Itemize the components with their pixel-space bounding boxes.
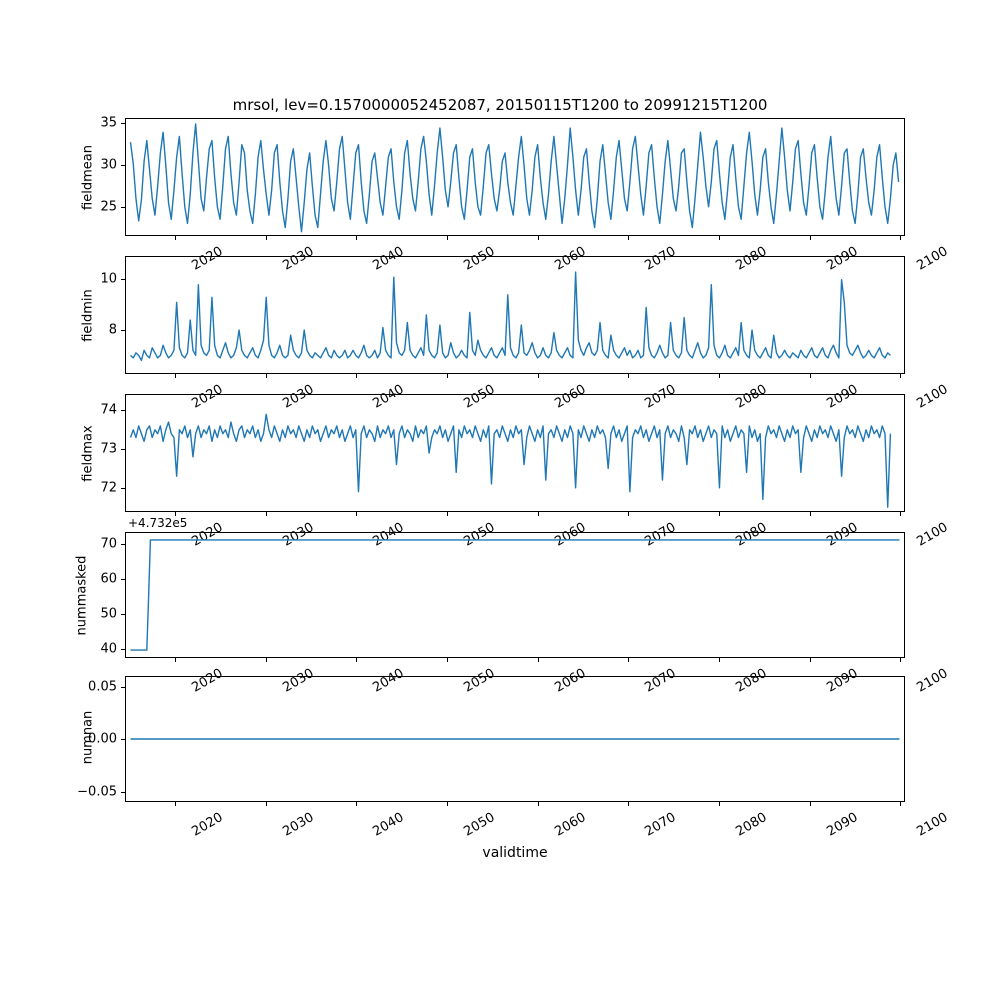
xtick-label: 2030 xyxy=(280,382,317,412)
ytick-label: 25 xyxy=(100,199,117,215)
xtick-mark xyxy=(356,658,357,662)
xtick-label: 2100 xyxy=(914,244,952,274)
xtick-label: 2020 xyxy=(189,666,226,696)
xtick-label: 2030 xyxy=(280,520,317,550)
panel-fieldmax xyxy=(125,394,905,512)
ytick-label: 60 xyxy=(100,571,117,587)
xtick-mark xyxy=(810,512,811,516)
xtick-mark xyxy=(900,236,901,240)
xlabel-validtime: validtime xyxy=(482,845,548,861)
ytick-mark xyxy=(121,687,125,688)
xtick-label: 2050 xyxy=(461,520,498,550)
ytick-label: 35 xyxy=(100,115,117,131)
xtick-mark xyxy=(538,658,539,662)
xtick-label: 2040 xyxy=(370,244,407,274)
xtick-label: 2080 xyxy=(733,382,770,412)
xtick-mark xyxy=(538,374,539,378)
xtick-label: 2080 xyxy=(733,810,770,840)
xtick-mark xyxy=(447,512,448,516)
ytick-mark xyxy=(121,123,125,124)
ytick-mark xyxy=(121,649,125,650)
xtick-mark xyxy=(900,802,901,806)
xtick-mark xyxy=(810,374,811,378)
xtick-mark xyxy=(719,512,720,516)
xtick-mark xyxy=(266,512,267,516)
xtick-label: 2030 xyxy=(280,666,317,696)
ylabel-fieldmin: fieldmin xyxy=(80,289,96,342)
ytick-label: 0.00 xyxy=(88,731,117,747)
xtick-mark xyxy=(266,802,267,806)
xtick-label: 2030 xyxy=(280,810,317,840)
xtick-mark xyxy=(175,236,176,240)
xtick-label: 2090 xyxy=(824,244,861,274)
xtick-mark xyxy=(628,802,629,806)
xtick-label: 2040 xyxy=(370,810,407,840)
xtick-label: 2100 xyxy=(914,666,952,696)
ytick-label: 70 xyxy=(100,536,117,552)
xtick-label: 2090 xyxy=(824,520,861,550)
ytick-mark xyxy=(121,330,125,331)
xtick-label: 2100 xyxy=(914,520,952,550)
ytick-mark xyxy=(121,579,125,580)
xtick-mark xyxy=(447,802,448,806)
xtick-label: 2050 xyxy=(461,244,498,274)
ylabel-nummasked: nummasked xyxy=(74,555,90,636)
xtick-label: 2090 xyxy=(824,810,861,840)
xtick-label: 2030 xyxy=(280,244,317,274)
xtick-label: 2020 xyxy=(189,520,226,550)
xtick-mark xyxy=(628,512,629,516)
xtick-mark xyxy=(810,236,811,240)
xtick-label: 2050 xyxy=(461,382,498,412)
nummasked-plot-line xyxy=(126,533,904,657)
xtick-label: 2020 xyxy=(189,810,226,840)
xtick-mark xyxy=(356,512,357,516)
ytick-label: 74 xyxy=(100,402,117,418)
ytick-mark xyxy=(121,544,125,545)
xtick-mark xyxy=(356,802,357,806)
xtick-label: 2040 xyxy=(370,382,407,412)
xtick-mark xyxy=(266,658,267,662)
numnan-plot-line xyxy=(126,677,904,801)
xtick-label: 2060 xyxy=(552,810,589,840)
xtick-label: 2100 xyxy=(914,810,952,840)
xtick-label: 2070 xyxy=(642,520,679,550)
xtick-mark xyxy=(900,374,901,378)
xtick-mark xyxy=(447,236,448,240)
ylabel-numnan: numnan xyxy=(80,710,96,765)
xtick-mark xyxy=(628,236,629,240)
xtick-label: 2080 xyxy=(733,244,770,274)
figure-title: mrsol, lev=0.1570000052452087, 20150115T1200 to 20991215T1200 xyxy=(232,96,768,114)
fieldmax-plot-line xyxy=(126,395,904,511)
panel-nummasked xyxy=(125,532,905,658)
xtick-mark xyxy=(719,236,720,240)
xtick-label: 2080 xyxy=(733,520,770,550)
fieldmean-plot-line xyxy=(126,119,904,235)
xtick-label: 2060 xyxy=(552,244,589,274)
xtick-mark xyxy=(719,658,720,662)
ytick-mark xyxy=(121,279,125,280)
ytick-label: 40 xyxy=(100,641,117,657)
ytick-mark xyxy=(121,792,125,793)
xtick-mark xyxy=(900,658,901,662)
xtick-label: 2040 xyxy=(370,666,407,696)
xtick-label: 2020 xyxy=(189,382,226,412)
xtick-mark xyxy=(719,374,720,378)
xtick-mark xyxy=(356,236,357,240)
ytick-mark xyxy=(121,410,125,411)
ylabel-fieldmean: fieldmean xyxy=(80,145,96,210)
ytick-label: 0.05 xyxy=(88,679,117,694)
ytick-label: 72 xyxy=(100,480,117,496)
nummasked-axis-offset: +4.732e5 xyxy=(128,516,188,530)
xtick-mark xyxy=(266,374,267,378)
ytick-label: 50 xyxy=(100,606,117,622)
xtick-label: 2070 xyxy=(642,244,679,274)
xtick-label: 2050 xyxy=(461,810,498,840)
xtick-mark xyxy=(538,236,539,240)
xtick-mark xyxy=(175,374,176,378)
xtick-label: 2020 xyxy=(189,244,226,274)
fieldmin-plot-line xyxy=(126,257,904,373)
xtick-mark xyxy=(810,658,811,662)
ytick-mark xyxy=(121,488,125,489)
xtick-label: 2080 xyxy=(733,666,770,696)
xtick-mark xyxy=(447,374,448,378)
ytick-mark xyxy=(121,207,125,208)
ytick-label: −0.05 xyxy=(77,784,117,799)
xtick-mark xyxy=(628,658,629,662)
xtick-label: 2060 xyxy=(552,666,589,696)
xtick-mark xyxy=(628,374,629,378)
xtick-label: 2090 xyxy=(824,382,861,412)
ytick-mark xyxy=(121,614,125,615)
xtick-label: 2100 xyxy=(914,382,952,412)
xtick-mark xyxy=(538,802,539,806)
xtick-mark xyxy=(447,658,448,662)
xtick-label: 2040 xyxy=(370,520,407,550)
panel-fieldmin xyxy=(125,256,905,374)
xtick-mark xyxy=(266,236,267,240)
xtick-mark xyxy=(538,512,539,516)
panel-numnan xyxy=(125,676,905,802)
xtick-label: 2070 xyxy=(642,666,679,696)
ytick-label: 30 xyxy=(100,157,117,173)
xtick-mark xyxy=(356,374,357,378)
xtick-label: 2090 xyxy=(824,666,861,696)
xtick-label: 2060 xyxy=(552,520,589,550)
xtick-label: 2070 xyxy=(642,810,679,840)
xtick-label: 2070 xyxy=(642,382,679,412)
ytick-mark xyxy=(121,449,125,450)
ytick-label: 8 xyxy=(108,322,117,338)
ytick-mark xyxy=(121,165,125,166)
xtick-mark xyxy=(719,802,720,806)
ylabel-fieldmax: fieldmax xyxy=(80,425,96,482)
xtick-label: 2050 xyxy=(461,666,498,696)
panel-fieldmean xyxy=(125,118,905,236)
xtick-mark xyxy=(810,802,811,806)
ytick-mark xyxy=(121,739,125,740)
xtick-label: 2060 xyxy=(552,382,589,412)
ytick-label: 10 xyxy=(100,271,117,287)
xtick-mark xyxy=(175,802,176,806)
xtick-mark xyxy=(175,658,176,662)
ytick-label: 73 xyxy=(100,441,117,457)
xtick-mark xyxy=(900,512,901,516)
